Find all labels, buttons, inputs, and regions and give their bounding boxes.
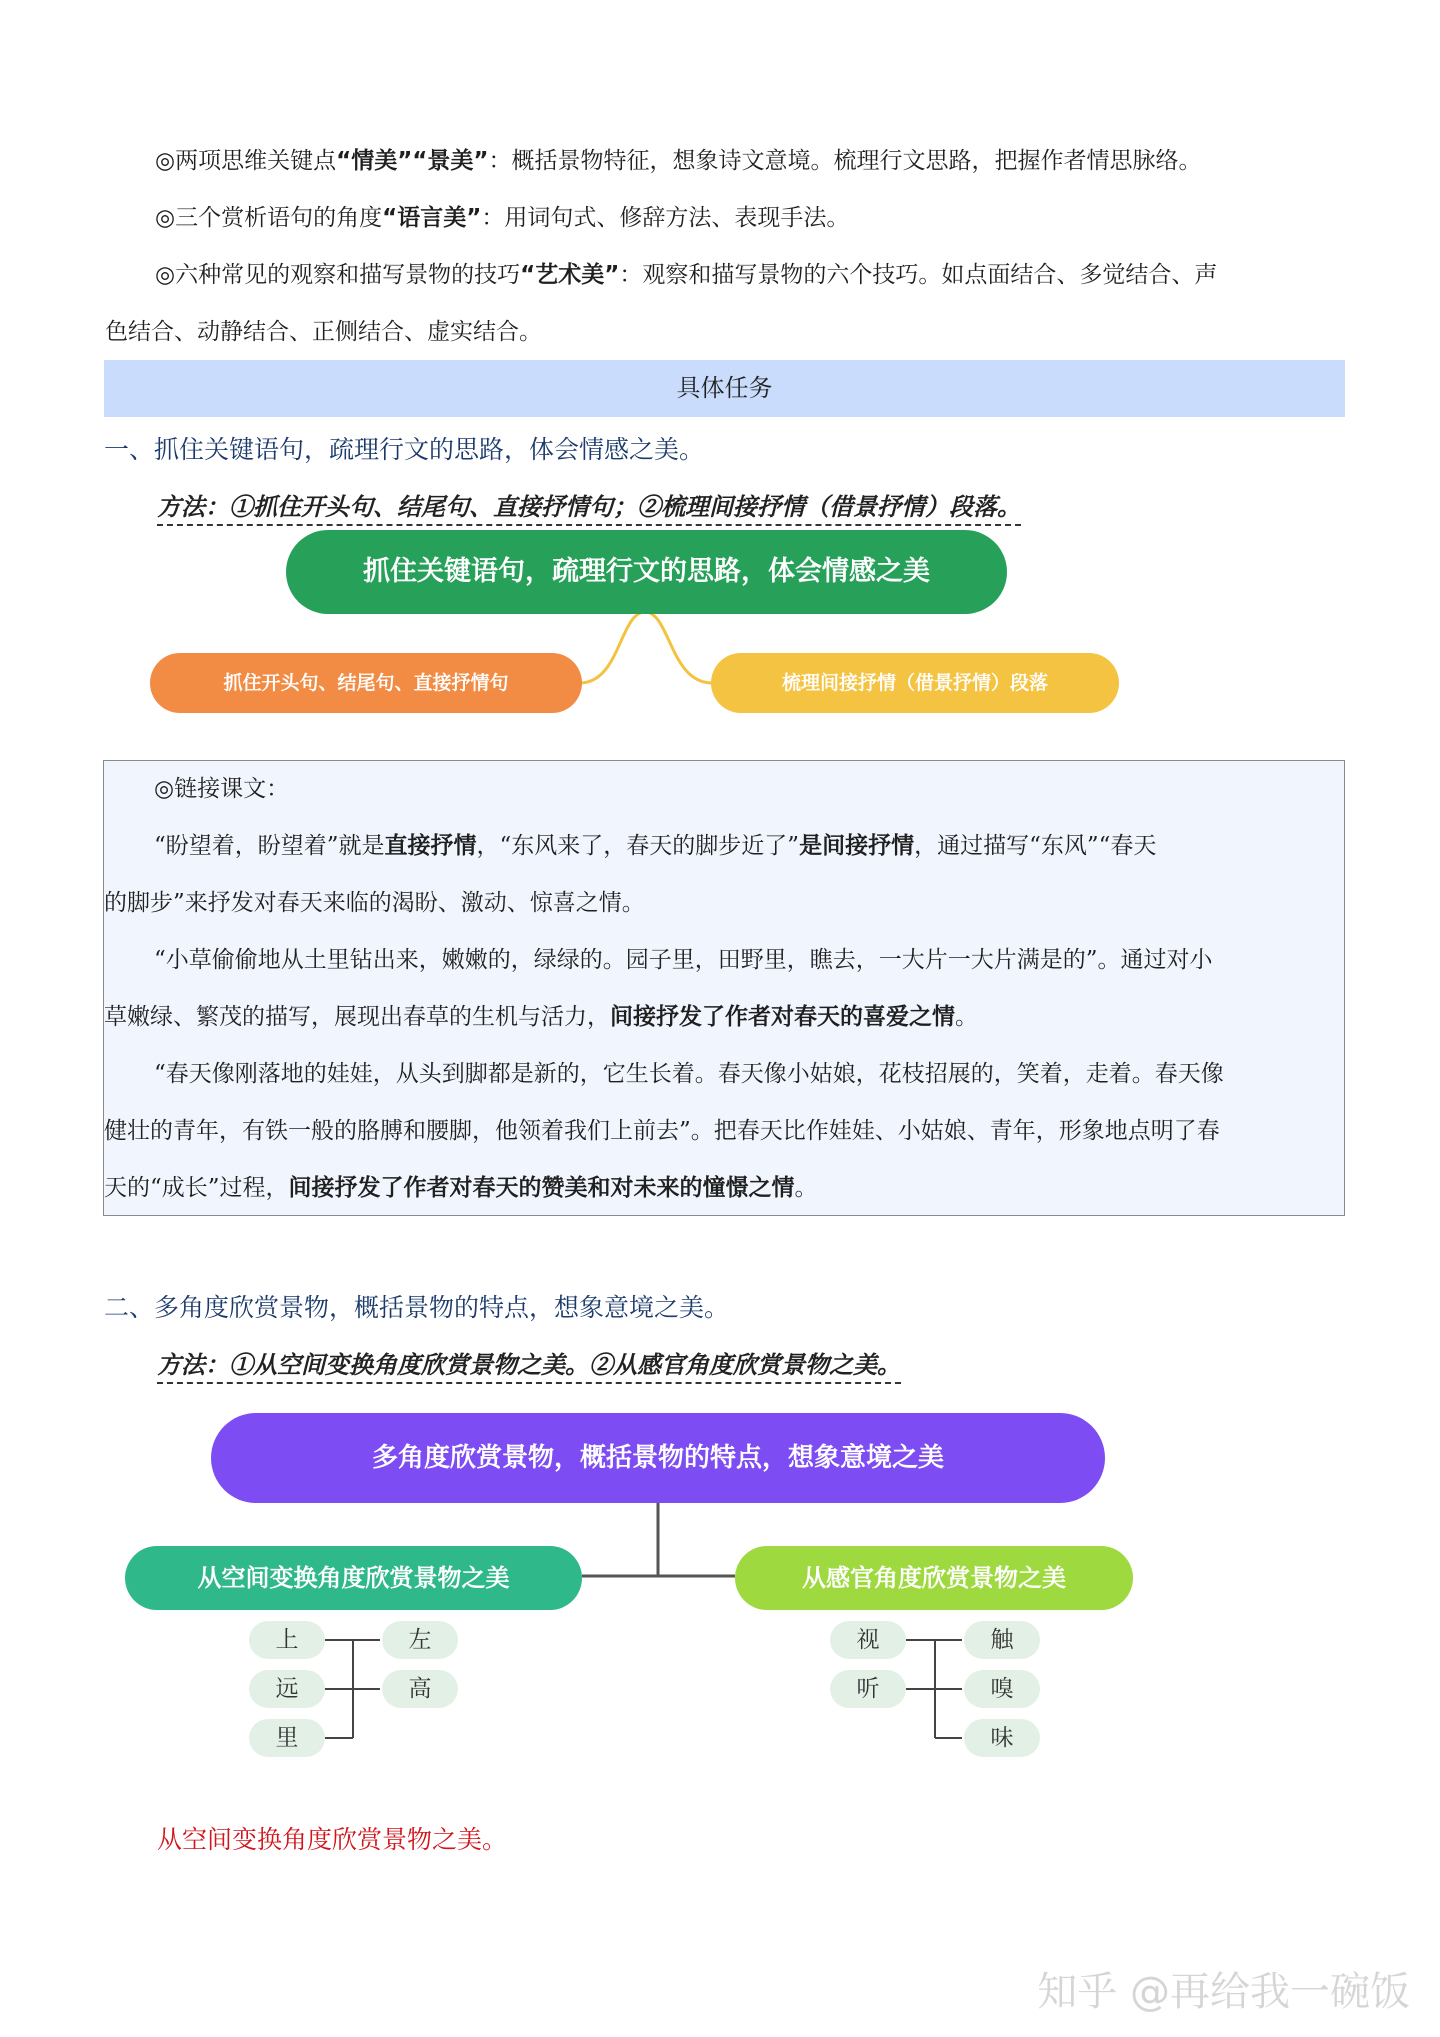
box-line-1: “盼望着，盼望着”就是直接抒情，“东风来了，春天的脚步近了”是间接抒情，通过描写“东风”“春天: [154, 833, 1157, 859]
watermark: 知乎 @再给我一碗饭: [1037, 1969, 1410, 2015]
mindmap2-root: 多角度欣赏景物，概括景物的特点，想象意境之美: [211, 1413, 1105, 1503]
chip-zuo: 左: [382, 1621, 458, 1659]
intro-paragraph-2: ◎三个赏析语句的角度“语言美”：用词句式、修辞方法、表现手法。: [155, 205, 850, 231]
mindmap1-root: 抓住关键语句，疏理行文的思路，体会情感之美: [286, 530, 1007, 614]
intro-paragraph-3-cont: 色结合、动静结合、正侧结合、虚实结合。: [105, 319, 542, 345]
red-subheading: 从空间变换角度欣赏景物之美。: [157, 1825, 508, 1854]
chip-ting: 听: [830, 1670, 906, 1708]
section2-method: 方法：①从空间变换角度欣赏景物之美。②从感官角度欣赏景物之美。: [157, 1345, 901, 1384]
chip-xiu: 嗅: [964, 1670, 1040, 1708]
intro-paragraph-1: ◎两项思维关键点“情美”“景美”：概括景物特征，想象诗文意境。梳理行文思路，把握作者情思脉络。: [155, 148, 1202, 174]
linked-text-box: [103, 760, 1345, 1216]
task-bar: 具体任务: [104, 360, 1345, 417]
box-line-3: “小草偷偷地从土里钻出来，嫩嫩的，绿绿的。园子里，田野里，瞧去，一大片一大片满是的”。通过对小: [154, 947, 1213, 973]
mindmap1-left-node: 抓住开头句、结尾句、直接抒情句: [150, 653, 582, 713]
box-line-2: 的脚步”来抒发对春天来临的渴盼、激动、惊喜之情。: [104, 890, 645, 916]
chip-wei: 味: [964, 1719, 1040, 1757]
section1-heading: 一、抓住关键语句，疏理行文的思路，体会情感之美。: [104, 435, 705, 464]
section2-heading: 二、多角度欣赏景物，概括景物的特点，想象意境之美。: [104, 1293, 730, 1322]
chip-shi: 视: [830, 1621, 906, 1659]
intro-paragraph-3: ◎六种常见的观察和描写景物的技巧“艺术美”：观察和描写景物的六个技巧。如点面结合、多觉结合、声: [155, 262, 1218, 288]
box-line-4: 草嫩绿、繁茂的描写，展现出春草的生机与活力，间接抒发了作者对春天的喜爱之情。: [104, 1004, 978, 1030]
mindmap2-left-node: 从空间变换角度欣赏景物之美: [125, 1546, 582, 1610]
section1-method: 方法：①抓住开头句、结尾句、直接抒情句；②梳理间接抒情（借景抒情）段落。: [157, 487, 1021, 526]
box-line-5: “春天像刚落地的娃娃，从头到脚都是新的，它生长着。春天像小姑娘，花枝招展的，笑着，走着。春天像: [154, 1061, 1224, 1087]
chip-chu: 触: [964, 1621, 1040, 1659]
chip-shang: 上: [249, 1621, 325, 1659]
chip-li: 里: [249, 1719, 325, 1757]
box-line-7: 天的“成长”过程，间接抒发了作者对春天的赞美和对未来的憧憬之情。: [104, 1175, 818, 1201]
chip-gao: 高: [382, 1670, 458, 1708]
box-title: ◎链接课文：: [154, 776, 290, 802]
box-line-6: 健壮的青年，有铁一般的胳膊和腰脚，他领着我们上前去”。把春天比作娃娃、小姑娘、青年，形象地点明了春: [104, 1118, 1220, 1144]
mindmap2-right-node: 从感官角度欣赏景物之美: [735, 1546, 1133, 1610]
chip-yuan: 远: [249, 1670, 325, 1708]
mindmap1-right-node: 梳理间接抒情（借景抒情）段落: [711, 653, 1119, 713]
